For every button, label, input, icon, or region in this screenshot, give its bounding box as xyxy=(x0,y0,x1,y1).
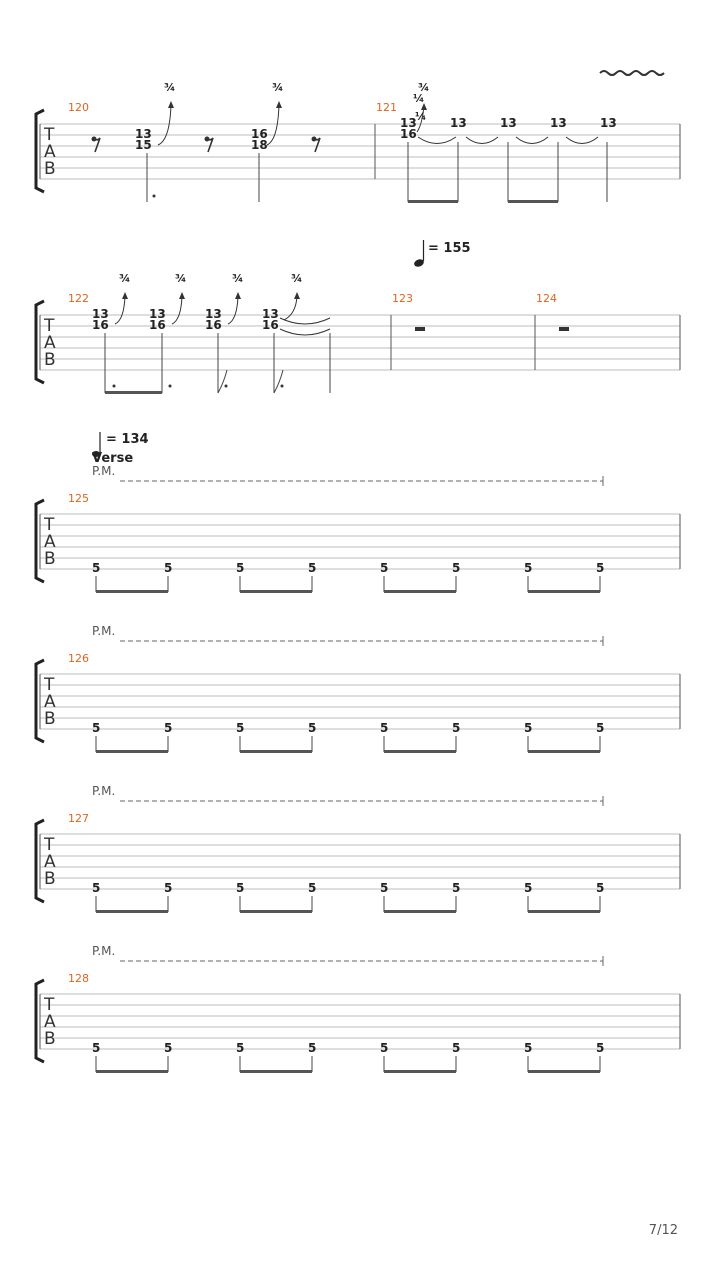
bend-amount: ¾ xyxy=(291,272,303,285)
fret-number: 13 xyxy=(550,116,567,130)
system-4 xyxy=(36,624,680,753)
fret-number: 13 xyxy=(205,307,222,321)
fret-number: 5 xyxy=(596,1041,605,1055)
fret-number: 5 xyxy=(452,721,461,735)
tab-clef-b: B xyxy=(44,869,56,889)
measure-number: 124 xyxy=(536,292,557,305)
note-flag xyxy=(218,370,227,393)
fret-number: 13 xyxy=(450,116,467,130)
fret-number: 5 xyxy=(596,721,605,735)
bend-arrowheads xyxy=(122,292,300,299)
fret-number: 16 xyxy=(149,318,166,332)
palm-mute-label: P.M. xyxy=(92,464,116,478)
tab-clef-a: A xyxy=(44,852,56,872)
fret-number: 5 xyxy=(164,881,173,895)
beams xyxy=(96,590,600,593)
note-stems xyxy=(96,576,600,592)
tempo-value: = 155 xyxy=(428,241,471,256)
bend-amount: ¼ xyxy=(415,110,427,123)
page-number: 7/12 xyxy=(648,1223,678,1238)
note-stems xyxy=(96,1056,600,1072)
tab-clef-t: T xyxy=(44,675,55,695)
tab-clef-t: T xyxy=(44,515,55,535)
tab-clef-a: A xyxy=(44,333,56,353)
tab-clef-b: B xyxy=(44,350,56,370)
fret-number: 5 xyxy=(452,881,461,895)
fret-number: 5 xyxy=(308,881,317,895)
tempo-marking xyxy=(413,240,470,268)
tab-clef-b: B xyxy=(44,1029,56,1049)
eighth-rest xyxy=(92,137,101,153)
system-2 xyxy=(36,240,680,394)
tab-clef-t: T xyxy=(44,995,55,1015)
staff-lines xyxy=(40,514,680,569)
tab-clef-a: A xyxy=(44,142,56,162)
beams xyxy=(96,1070,600,1073)
fret-number: 18 xyxy=(251,138,268,152)
measure-number: 123 xyxy=(392,292,413,305)
fret-number: 5 xyxy=(308,561,317,575)
note-row xyxy=(92,561,604,575)
measure-number: 128 xyxy=(68,972,89,985)
fret-number: 5 xyxy=(164,561,173,575)
fret-number: 13 xyxy=(262,307,279,321)
fret-number: 5 xyxy=(164,721,173,735)
tab-clef-t: T xyxy=(44,316,55,336)
fret-number: 5 xyxy=(236,881,245,895)
fret-number: 5 xyxy=(380,561,389,575)
fret-number: 16 xyxy=(262,318,279,332)
fret-number: 13 xyxy=(400,116,417,130)
note-stems xyxy=(96,736,600,752)
fret-number: 5 xyxy=(596,561,605,575)
fret-number: 5 xyxy=(236,721,245,735)
system-6 xyxy=(36,944,680,1073)
fret-number: 5 xyxy=(596,881,605,895)
bend-arrowhead xyxy=(168,101,174,108)
measure-number: 125 xyxy=(68,492,89,505)
fret-number: 5 xyxy=(452,561,461,575)
note-row xyxy=(92,721,604,735)
palm-mute-label: P.M. xyxy=(92,624,116,638)
bend-amount: ¾ xyxy=(119,272,131,285)
tab-clef-t: T xyxy=(44,835,55,855)
note-stems xyxy=(96,896,600,912)
note-row xyxy=(92,881,604,895)
fret-number: 13 xyxy=(92,307,109,321)
fret-number: 5 xyxy=(524,561,533,575)
system-1 xyxy=(36,71,680,203)
fret-number: 5 xyxy=(524,721,533,735)
fret-number: 5 xyxy=(524,1041,533,1055)
fret-number: 5 xyxy=(236,561,245,575)
measure-number: 126 xyxy=(68,652,89,665)
note-stems xyxy=(408,142,607,202)
bend-amount: ¾ xyxy=(232,272,244,285)
fret-number: 5 xyxy=(92,721,101,735)
fret-number: 5 xyxy=(452,1041,461,1055)
eighth-rest xyxy=(312,137,321,153)
fret-number: 15 xyxy=(135,138,152,152)
beams xyxy=(96,750,600,753)
dot xyxy=(153,195,156,198)
tab-clef-t: T xyxy=(44,125,55,145)
bend-amount: ¾ xyxy=(164,81,176,94)
staff-lines xyxy=(40,994,680,1049)
beams xyxy=(96,910,600,913)
staff-lines xyxy=(40,315,680,370)
section-label: Verse xyxy=(92,451,134,466)
measure-number: 122 xyxy=(68,292,89,305)
bend-amount: ¾ xyxy=(418,81,430,94)
bend-amount: ¼ xyxy=(413,92,425,105)
fret-number: 5 xyxy=(164,1041,173,1055)
tab-clef-a: A xyxy=(44,1012,56,1032)
fret-number: 5 xyxy=(92,561,101,575)
fret-number: 13 xyxy=(500,116,517,130)
fret-number: 5 xyxy=(308,1041,317,1055)
tab-clef-b: B xyxy=(44,549,56,569)
tab-clef-a: A xyxy=(44,692,56,712)
note-flag xyxy=(274,370,283,393)
fret-number: 16 xyxy=(400,127,417,141)
fret-number: 5 xyxy=(308,721,317,735)
fret-number: 16 xyxy=(205,318,222,332)
fret-number: 13 xyxy=(149,307,166,321)
bend-amount: ¾ xyxy=(272,81,284,94)
fret-number: 16 xyxy=(92,318,109,332)
measure-number: 120 xyxy=(68,101,89,114)
fret-number: 16 xyxy=(251,127,268,141)
bend-amount: ¾ xyxy=(175,272,187,285)
fret-number: 5 xyxy=(380,1041,389,1055)
eighth-rest xyxy=(205,137,214,153)
staff-lines xyxy=(40,834,680,889)
whole-rest xyxy=(415,327,425,331)
tab-clef-b: B xyxy=(44,159,56,179)
whole-rest xyxy=(559,327,569,331)
beam xyxy=(105,391,162,394)
system-3 xyxy=(36,432,680,593)
fret-number: 13 xyxy=(135,127,152,141)
measure-number: 121 xyxy=(376,101,397,114)
system-5 xyxy=(36,784,680,913)
wide-vibrato-icon xyxy=(600,71,664,75)
note-row xyxy=(92,1041,604,1055)
dots xyxy=(113,385,284,388)
bend-arrowhead xyxy=(276,101,282,108)
palm-mute-label: P.M. xyxy=(92,784,116,798)
staff-lines xyxy=(40,674,680,729)
note-stems xyxy=(105,333,330,393)
fret-number: 5 xyxy=(92,1041,101,1055)
fret-number: 13 xyxy=(600,116,617,130)
fret-number: 5 xyxy=(524,881,533,895)
fret-number: 5 xyxy=(92,881,101,895)
beam xyxy=(408,200,458,203)
beam xyxy=(508,200,558,203)
fret-number: 5 xyxy=(380,721,389,735)
palm-mute-label: P.M. xyxy=(92,944,116,958)
tempo-value: = 134 xyxy=(106,432,149,447)
tab-clef-a: A xyxy=(44,532,56,552)
fret-number: 5 xyxy=(380,881,389,895)
measure-number: 127 xyxy=(68,812,89,825)
fret-number: 5 xyxy=(236,1041,245,1055)
tab-clef-b: B xyxy=(44,709,56,729)
